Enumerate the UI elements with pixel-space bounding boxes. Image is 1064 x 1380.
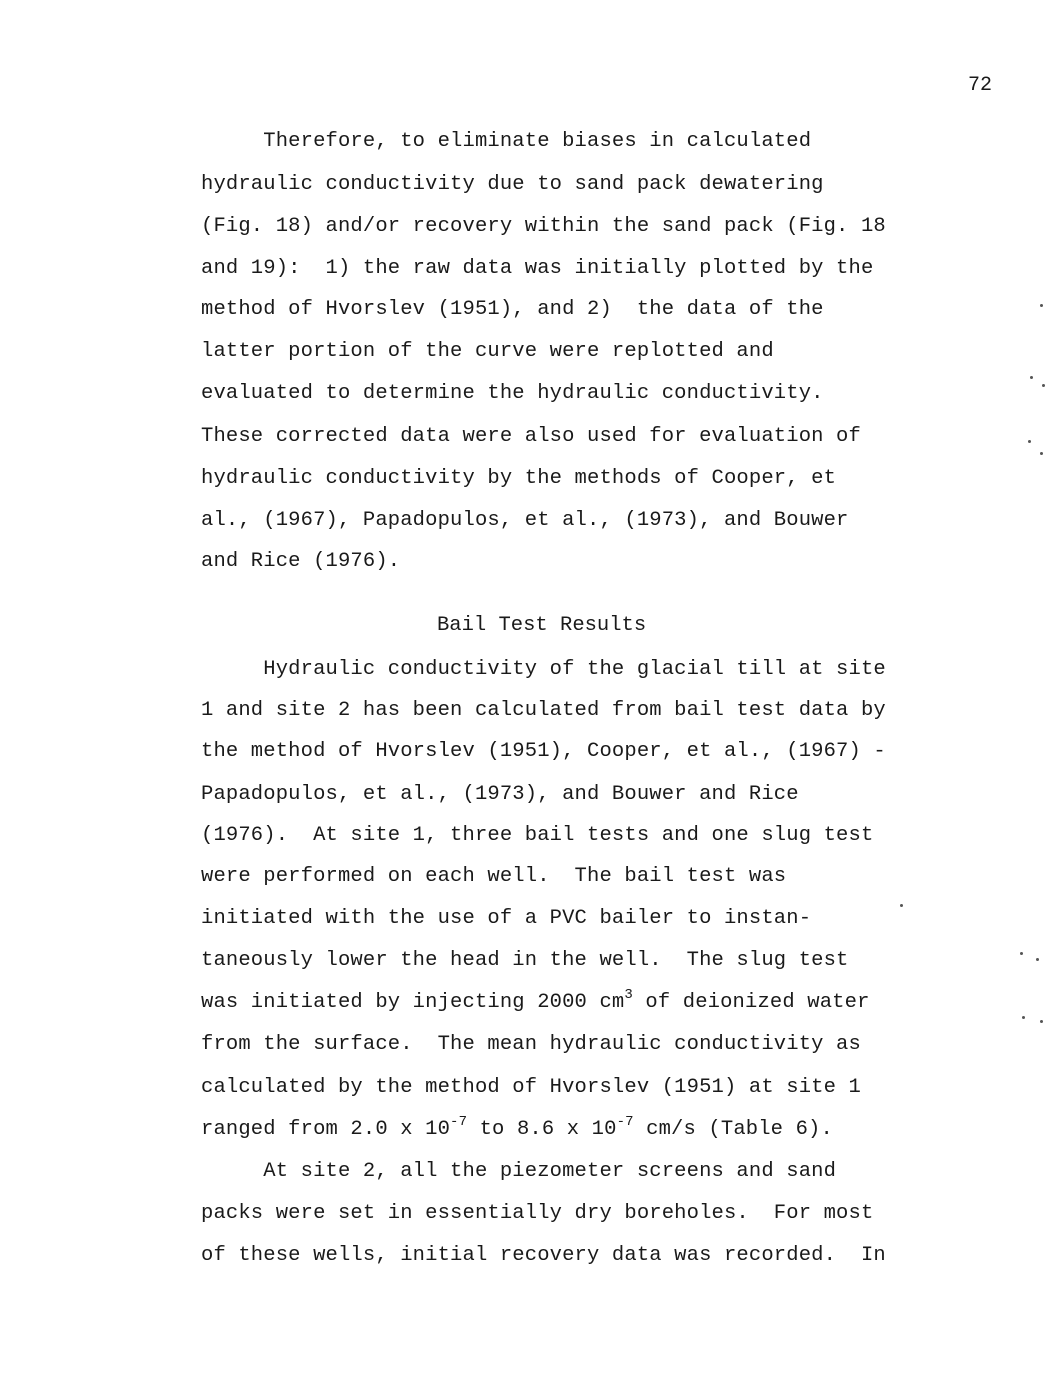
scan-speck xyxy=(1040,1020,1043,1023)
page-number: 72 xyxy=(968,74,993,97)
text-line: initiated with the use of a PVC bailer to instan- xyxy=(201,907,812,930)
text-line: At site 2, all the piezometer screens and sand xyxy=(201,1160,837,1183)
text-segment: cm/s (Table 6). xyxy=(633,1118,833,1141)
text-line: calculated by the method of Hvorslev (1951) at site 1 xyxy=(201,1076,861,1099)
text-line: taneously lower the head in the well. The slug test xyxy=(201,949,849,972)
scan-speck xyxy=(1022,1016,1025,1019)
text-line: packs were set in essentially dry boreholes. For most xyxy=(201,1202,874,1225)
text-line-cm3 xyxy=(201,989,870,1017)
text-line: method of Hvorslev (1951), and 2) the data of the xyxy=(201,298,824,321)
scan-speck xyxy=(900,904,903,907)
superscript: -7 xyxy=(450,1114,468,1130)
text-line: These corrected data were also used for evaluation of xyxy=(201,425,861,448)
text-line: evaluated to determine the hydraulic conductivity. xyxy=(201,382,824,405)
text-line: latter portion of the curve were replotted and xyxy=(201,340,774,363)
text-line: were performed on each well. The bail test was xyxy=(201,865,787,888)
text-segment: ranged from 2.0 x 10 xyxy=(201,1118,451,1141)
text-line: from the surface. The mean hydraulic conductivity as xyxy=(201,1033,861,1056)
scan-speck xyxy=(1030,376,1033,379)
text-line: Hydraulic conductivity of the glacial till at site xyxy=(201,658,886,681)
superscript: 3 xyxy=(624,987,633,1003)
text-line: of these wells, initial recovery data was recorded. In xyxy=(201,1244,886,1267)
text-line: al., (1967), Papadopulos, et al., (1973), and Bouwer xyxy=(201,509,849,532)
scan-speck xyxy=(1036,958,1039,961)
scan-speck xyxy=(1020,952,1023,955)
text-line: and 19): 1) the raw data was initially plotted by the xyxy=(201,257,874,280)
scan-speck xyxy=(1028,440,1031,443)
text-line: Therefore, to eliminate biases in calculated xyxy=(201,130,812,153)
section-heading: Bail Test Results xyxy=(437,614,647,637)
text-line: hydraulic conductivity due to sand pack dewatering xyxy=(201,173,824,196)
text-line: 1 and site 2 has been calculated from bail test data by xyxy=(201,699,886,722)
superscript: -7 xyxy=(616,1114,634,1130)
text-line-range xyxy=(201,1116,833,1144)
text-segment: of deionized water xyxy=(632,991,870,1014)
text-line: (1976). At site 1, three bail tests and one slug test xyxy=(201,824,874,847)
text-line: the method of Hvorslev (1951), Cooper, et al., (1967) - xyxy=(201,740,886,763)
scan-speck xyxy=(1040,452,1043,455)
text-segment: to 8.6 x 10 xyxy=(467,1118,617,1141)
text-segment: was initiated by injecting 2000 cm xyxy=(201,991,625,1014)
text-line: hydraulic conductivity by the methods of Cooper, et xyxy=(201,467,837,490)
text-line: Papadopulos, et al., (1973), and Bouwer and Rice xyxy=(201,783,799,806)
scan-speck xyxy=(1042,384,1045,387)
text-line: (Fig. 18) and/or recovery within the sand pack (Fig. 18 xyxy=(201,215,886,238)
text-line: and Rice (1976). xyxy=(201,550,401,573)
scan-speck xyxy=(1040,304,1043,307)
